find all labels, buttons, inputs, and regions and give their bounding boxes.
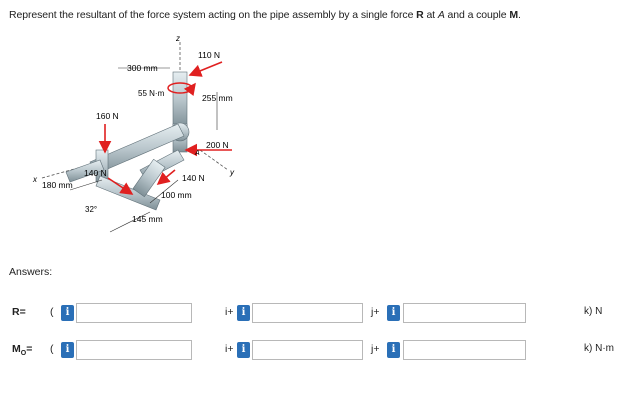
y-axis-label: y (230, 168, 234, 177)
label-100mm: 100 mm (161, 190, 192, 200)
mo-k-input[interactable] (403, 340, 526, 360)
label-300mm: 300 mm (127, 63, 158, 73)
unit-label-r: k) N (584, 306, 603, 317)
info-icon[interactable]: i (387, 305, 400, 321)
label-55nm: 55 N·m (138, 89, 165, 98)
j-plus-label: j+ (371, 343, 380, 355)
mo-i-input[interactable] (76, 340, 192, 360)
unit-label-mo: k) N·m (584, 343, 614, 354)
moment-symbol: M (509, 9, 518, 21)
question-text-part: Represent the resultant of the force system acting on the pipe assembly by a single force (9, 9, 417, 21)
info-icon[interactable]: i (387, 342, 400, 358)
question-text (9, 9, 521, 21)
info-icon[interactable]: i (61, 305, 74, 321)
label-110n: 110 N (198, 50, 221, 60)
label-200n: 200 N (206, 140, 229, 150)
point-a-label: A (195, 150, 200, 157)
question-text-part: . (517, 9, 521, 21)
pipe-assembly-figure (0, 30, 624, 260)
answer-row-r (0, 302, 624, 324)
row-label-mo: $M_O=$ (12, 343, 33, 358)
info-icon[interactable]: i (61, 342, 74, 358)
force-110-arrow (190, 62, 222, 75)
mo-j-input[interactable] (252, 340, 363, 360)
label-32deg: 32° (85, 205, 98, 214)
r-i-input[interactable] (76, 303, 192, 323)
label-180mm: 180 mm (42, 180, 73, 190)
question-text-part: at (423, 9, 438, 21)
info-icon[interactable]: i (237, 305, 250, 321)
answer-row-mo (0, 339, 624, 361)
j-plus-label: j+ (371, 306, 380, 318)
answers-heading: Answers: (9, 266, 53, 278)
force-symbol: R (416, 9, 424, 21)
row-label-r: R= (12, 306, 26, 318)
info-icon[interactable]: i (237, 342, 250, 358)
question-text-part: and a couple (444, 9, 510, 21)
label-160n: 160 N (96, 111, 119, 121)
label-140n-b: 140 N (182, 173, 205, 183)
i-plus-label: i+ (225, 306, 234, 318)
z-axis-label: z (176, 34, 180, 43)
x-axis-label: x (33, 175, 37, 184)
open-paren: ( (50, 306, 54, 318)
label-255mm: 255 mm (202, 93, 233, 103)
point-symbol: A (437, 9, 445, 21)
label-140n-a: 140 N (84, 168, 107, 178)
label-145mm: 145 mm (132, 214, 163, 224)
r-j-input[interactable] (252, 303, 363, 323)
i-plus-label: i+ (225, 343, 234, 355)
open-paren: ( (50, 343, 54, 355)
r-k-input[interactable] (403, 303, 526, 323)
vertical-pipe-upper (173, 72, 187, 127)
